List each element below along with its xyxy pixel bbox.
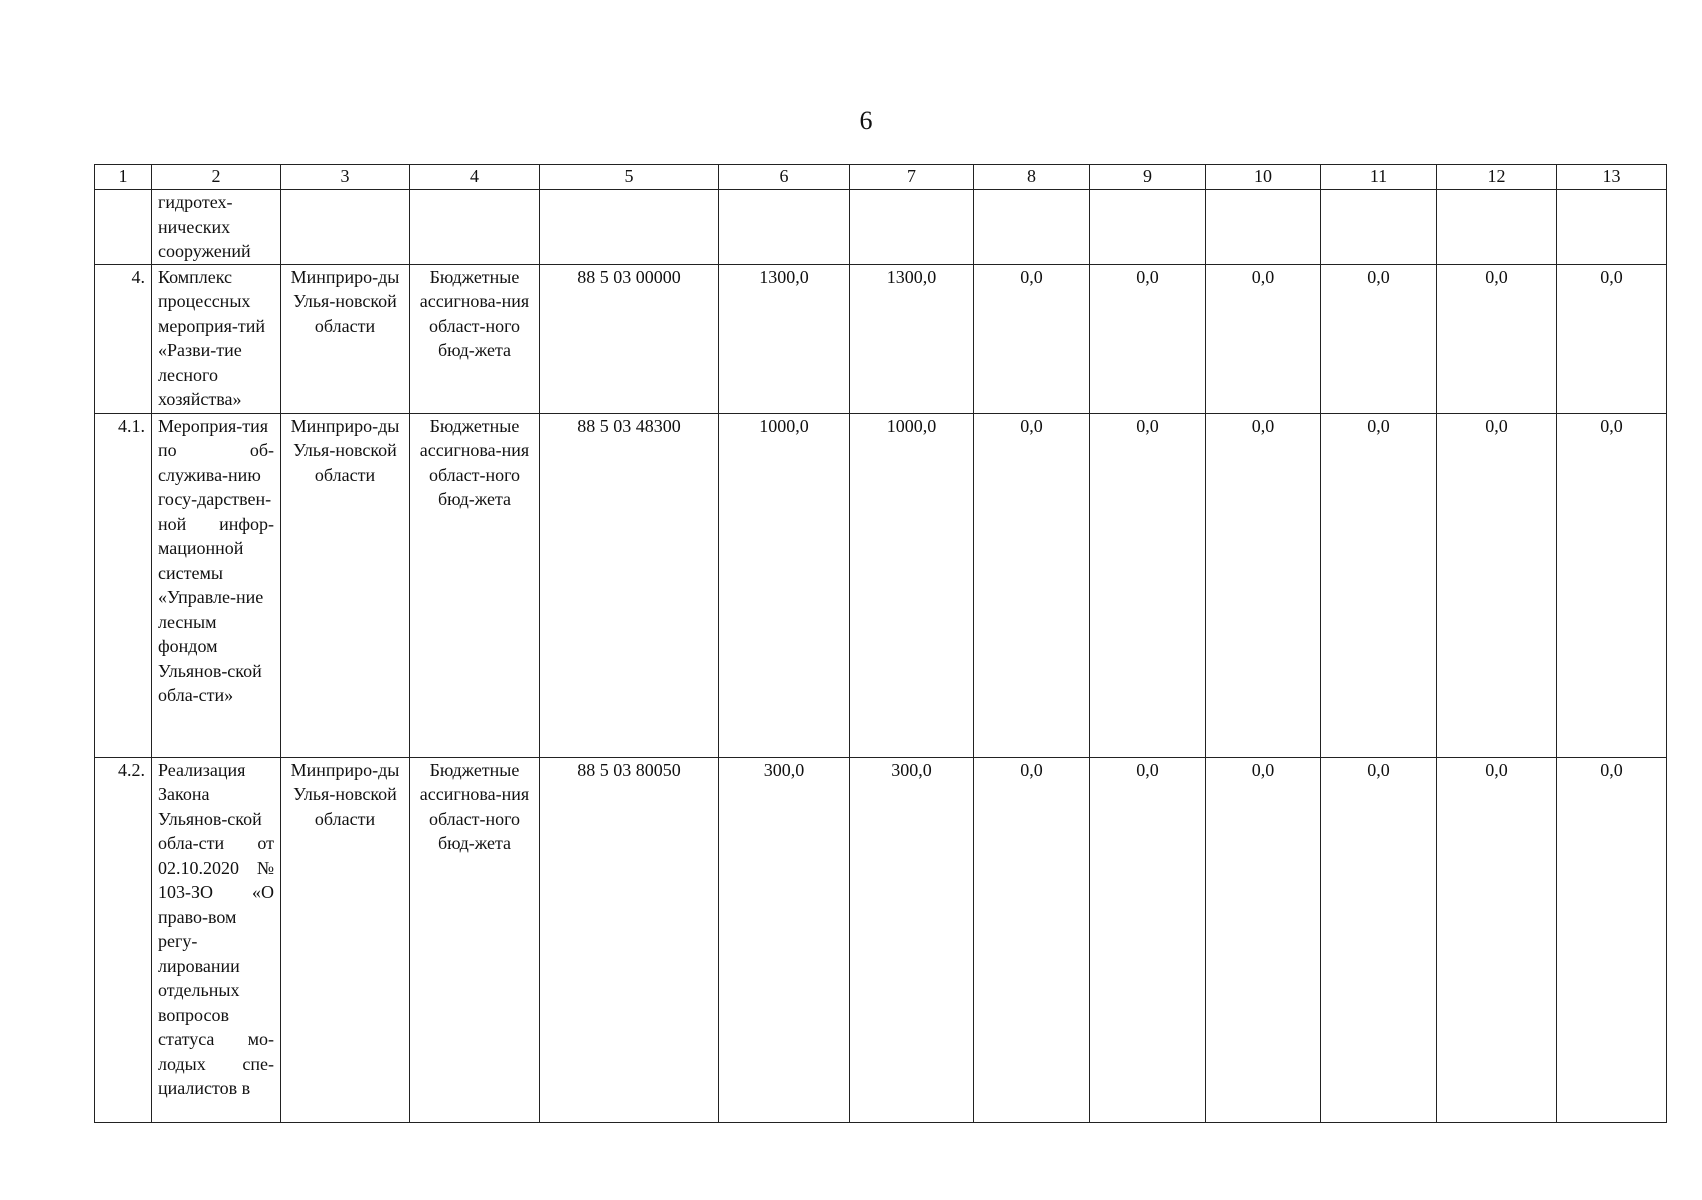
amount-cell: 0,0 <box>1206 757 1321 1122</box>
amount-cell: 0,0 <box>1437 757 1557 1122</box>
column-header-13: 13 <box>1557 165 1667 190</box>
amount-cell: 0,0 <box>1090 264 1206 413</box>
responsible-cell: Минприро-ды Улья-новской области <box>281 264 410 413</box>
amount-cell: 1300,0 <box>850 264 974 413</box>
column-header-5: 5 <box>540 165 719 190</box>
amount-cell: 300,0 <box>850 757 974 1122</box>
measure-name-cell: Мероприя-тия по об-служива-нию госу-дарствен-ной инфор-мационной системы «Управле-ние лесным фондом Ульянов-ской обла-сти» <box>152 413 281 757</box>
funding-source-cell: Бюджетные ассигнова-ния област-ного бюд-жета <box>410 757 540 1122</box>
row-number-cell: 4. <box>95 264 152 413</box>
amount-cell: 0,0 <box>1090 757 1206 1122</box>
column-header-2: 2 <box>152 165 281 190</box>
column-header-4: 4 <box>410 165 540 190</box>
column-header-6: 6 <box>719 165 850 190</box>
page-number: 6 <box>859 106 873 135</box>
table-row <box>95 264 1667 413</box>
row-number-cell: 4.1. <box>95 413 152 757</box>
responsible-cell: Минприро-ды Улья-новской области <box>281 413 410 757</box>
continuation-name-cell: гидротех- нических сооружений <box>152 190 281 265</box>
amount-cell: 300,0 <box>719 757 850 1122</box>
column-header-1: 1 <box>95 165 152 190</box>
row-number-cell: 4.2. <box>95 757 152 1122</box>
amount-cell: 0,0 <box>1206 264 1321 413</box>
table-row <box>95 757 1667 1122</box>
responsible-cell: Минприро-ды Улья-новской области <box>281 757 410 1122</box>
amount-cell: 1300,0 <box>719 264 850 413</box>
amount-cell: 0,0 <box>1557 264 1667 413</box>
measure-name-cell: Комплекс процессных мероприя-тий «Разви-тие лесного хозяйства» <box>152 264 281 413</box>
continuation-row <box>95 190 1667 265</box>
amount-cell: 0,0 <box>1437 413 1557 757</box>
amount-cell: 0,0 <box>1321 413 1437 757</box>
column-header-3: 3 <box>281 165 410 190</box>
amount-cell: 0,0 <box>1206 413 1321 757</box>
column-number-header-row <box>95 165 1667 190</box>
column-header-9: 9 <box>1090 165 1206 190</box>
amount-cell: 1000,0 <box>719 413 850 757</box>
measure-name-cell: Реализация Закона Ульянов-ской обла-сти от 02.10.2020 № 103-ЗО «О право-вом регу-лировании отдельных вопросов статуса мо-лодых спе-циалистов в <box>152 757 281 1122</box>
amount-cell: 0,0 <box>1557 757 1667 1122</box>
amount-cell: 0,0 <box>1321 757 1437 1122</box>
budget-code-cell: 88 5 03 48300 <box>540 413 719 757</box>
amount-cell: 0,0 <box>1321 264 1437 413</box>
table-row <box>95 413 1667 757</box>
budget-code-cell: 88 5 03 80050 <box>540 757 719 1122</box>
amount-cell: 0,0 <box>974 413 1090 757</box>
budget-table <box>94 164 1667 1123</box>
amount-cell: 0,0 <box>1437 264 1557 413</box>
amount-cell: 0,0 <box>974 757 1090 1122</box>
column-header-11: 11 <box>1321 165 1437 190</box>
amount-cell: 0,0 <box>1090 413 1206 757</box>
funding-source-cell: Бюджетные ассигнова-ния област-ного бюд-жета <box>410 413 540 757</box>
amount-cell: 1000,0 <box>850 413 974 757</box>
column-header-10: 10 <box>1206 165 1321 190</box>
column-header-7: 7 <box>850 165 974 190</box>
amount-cell: 0,0 <box>1557 413 1667 757</box>
funding-source-cell: Бюджетные ассигнова-ния област-ного бюд-жета <box>410 264 540 413</box>
column-header-8: 8 <box>974 165 1090 190</box>
budget-code-cell: 88 5 03 00000 <box>540 264 719 413</box>
column-header-12: 12 <box>1437 165 1557 190</box>
amount-cell: 0,0 <box>974 264 1090 413</box>
